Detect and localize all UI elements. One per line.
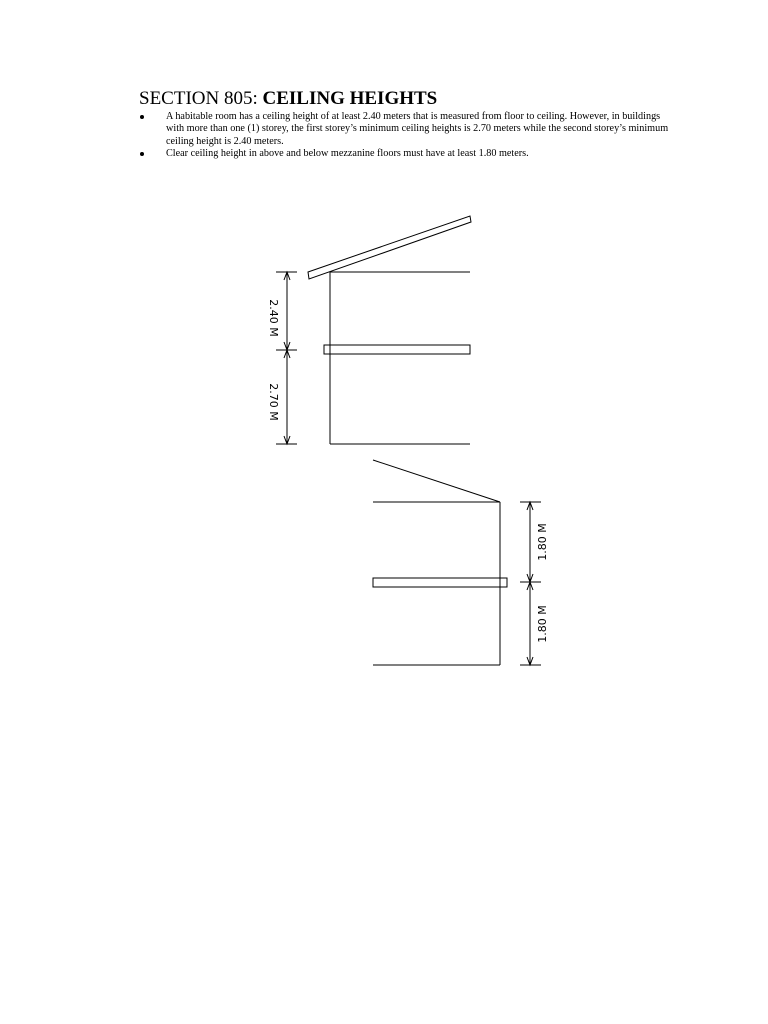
mezzanine-slab	[373, 578, 507, 587]
upper-building-section	[308, 216, 471, 444]
dimension-label-2-40: 2.40 M	[267, 299, 280, 337]
dimension-label-2-70: 2.70 M	[267, 383, 280, 421]
bullet-text: A habitable room has a ceiling height of at least 2.40 meters that is measured from floor to ceiling. However, in buildings with more than one (1) storey, the first storey’s minimum ceiling heights is 2.70 meters while the second storey’s minimum ceiling height is 2.40 meters.	[166, 111, 669, 147]
section-number: SECTION 805:	[139, 88, 263, 109]
bullet-text: Clear ceiling height in above and below mezzanine floors must have at least 1.80 meters.	[166, 148, 529, 160]
sloped-roof	[308, 216, 471, 279]
dimension-label-1-80-bottom: 1.80 M	[536, 605, 549, 643]
dimension-label-1-80-top: 1.80 M	[536, 523, 549, 561]
section-title: CEILING HEIGHTS	[262, 88, 438, 109]
sloped-roof-line	[373, 460, 500, 502]
lower-building-section	[373, 460, 507, 665]
floor-slab	[324, 345, 470, 354]
